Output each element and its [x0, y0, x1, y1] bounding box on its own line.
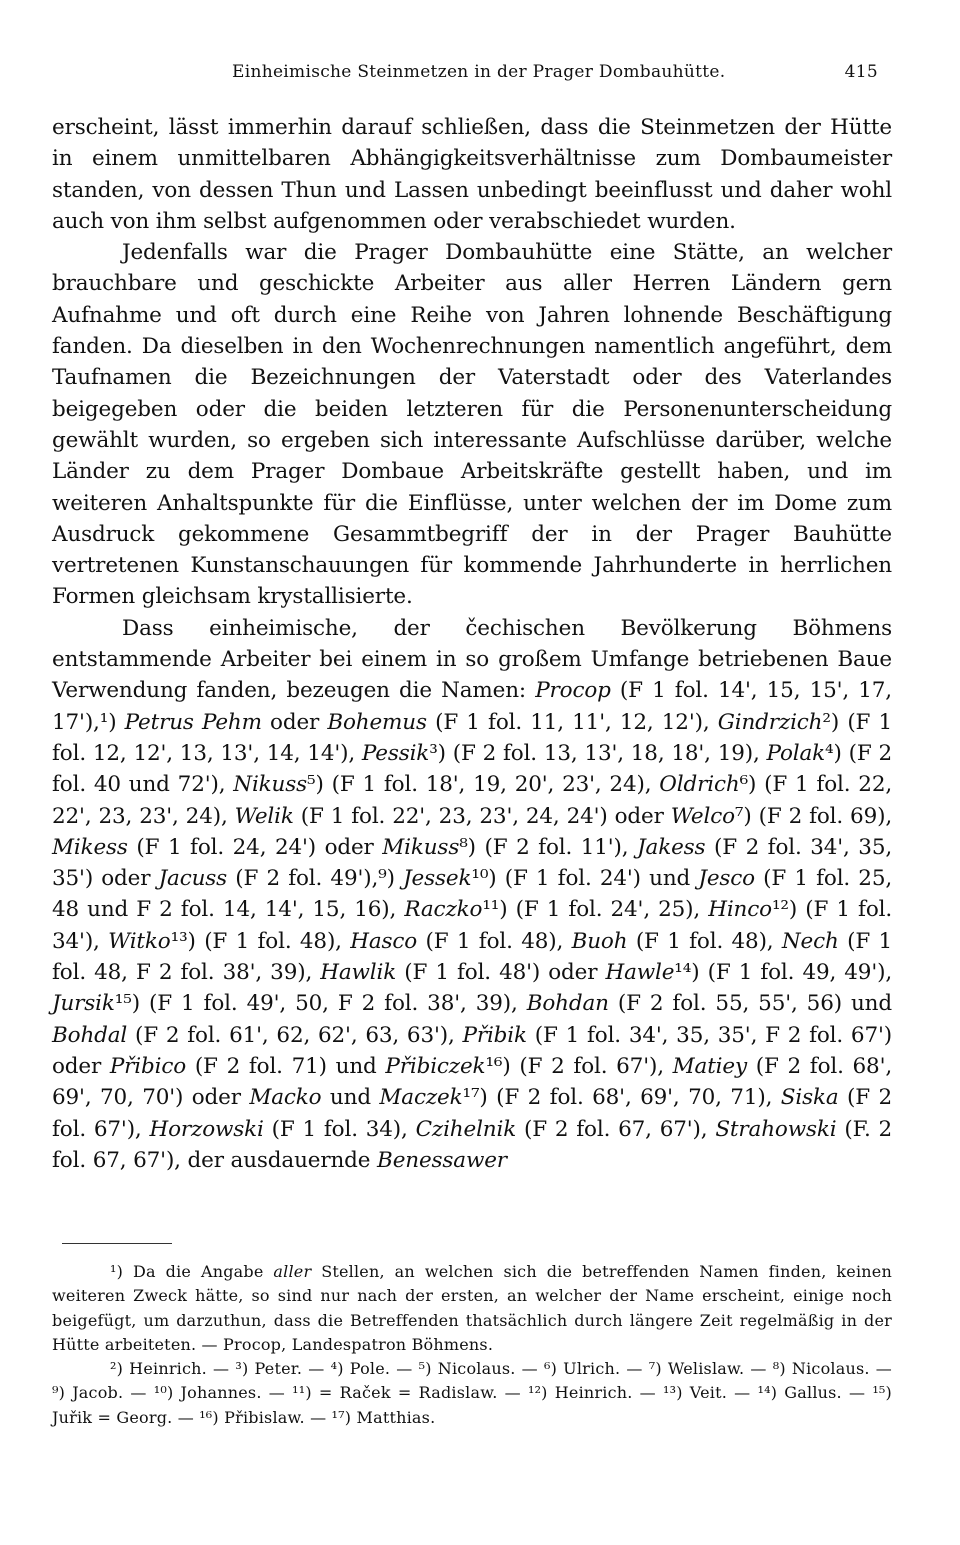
- text-run: und: [329, 1085, 371, 1111]
- footnote-ref: ¹²): [771, 897, 798, 923]
- footnote-ref: ⁶): [739, 772, 757, 798]
- name-nech: Nech: [781, 928, 839, 954]
- text-run: (F 1 fol. 25, 48 und F 2 fol. 14, 14', 15, 16),: [52, 866, 893, 923]
- text-run: (F 2 fol. 68', 69', 70, 71),: [496, 1085, 773, 1111]
- name-mikess: Mikess: [52, 834, 128, 860]
- footnote-ref: ²): [822, 709, 840, 735]
- footnote-ref: ¹⁵): [114, 991, 140, 1017]
- text-run: (F 2 fol. 68', 69', 70, 70') oder: [52, 1053, 893, 1111]
- text-run: ¹) Da die Angabe: [110, 1262, 264, 1281]
- name-petrus-pehm: Petrus Pehm: [124, 709, 262, 735]
- name-raczko: Raczko: [404, 897, 483, 923]
- text-run: (F 1 fol. 48') oder: [404, 960, 598, 986]
- name-welik: Welik: [234, 803, 294, 829]
- name-buoh: Buoh: [571, 928, 628, 954]
- paragraph-1: erscheint, lässt immerhin darauf schließen, dass die Steinmetzen der Hütte in einem unmittelbaren Abhängigkeitsverhältnisse zum Dombaumeister standen, von dessen Thun und Lassen unbedingt beeinflusst und daher wohl auch von ihm selbst aufgenommen oder verabschiedet wurden.: [52, 115, 892, 234]
- text-run: (F 2 fol. 40 und 72'),: [52, 740, 892, 798]
- text-run: (F 1 fol. 22, 22', 23, 23', 24),: [52, 772, 893, 829]
- name-pribik: Přibik: [462, 1022, 527, 1048]
- name-strahowski: Strahowski: [715, 1116, 837, 1142]
- name-hawle: Hawle: [605, 960, 675, 986]
- name-siska: Siska: [780, 1085, 839, 1111]
- text-run: (F 1 fol. 22', 23, 23', 24, 24') oder: [300, 803, 664, 829]
- name-horzowski: Horzowski: [149, 1116, 264, 1142]
- text-run: (F 1 fol. 14', 15, 15', 17, 17'),¹): [52, 678, 892, 735]
- footnotes-2-17: ²) Heinrich. — ³) Peter. — ⁴) Pole. — ⁵) Nicolaus. — ⁶) Ulrich. — ⁷) Welislaw. — ⁸) Nicolaus. — ⁹) Jacob. — ¹⁰) Johannes. — ¹¹) = Raček = Radislaw. — ¹²) Heinrich. — ¹³) Veit. — ¹⁴) Gallus. — ¹⁵) Juřik = Georg. — ¹⁶) Přibislaw. — ¹⁷) Matthias.: [52, 1359, 892, 1427]
- name-nikuss: Nikuss: [233, 772, 308, 798]
- text-run: (F 1 fol. 18', 19, 20', 23', 24),: [331, 772, 652, 798]
- footnote-ref: ¹³): [170, 928, 196, 954]
- text-run: (F 1 fol. 48, F 2 fol. 38', 39),: [52, 928, 893, 986]
- name-jacuss: Jacuss: [158, 866, 228, 892]
- name-benessawer: Benessawer: [377, 1147, 507, 1173]
- text-run: (F 1 fol. 11, 11', 12, 12'),: [435, 709, 710, 735]
- text-run: (F 2 fol. 61', 62, 62', 63, 63'),: [135, 1022, 455, 1048]
- footnote-ref: ¹⁰): [471, 866, 497, 892]
- footnote-ref: ⁸): [459, 834, 476, 860]
- footnote-ref: ¹¹): [482, 897, 508, 923]
- text-run: (F 1 fol. 34', 35, 35', F 2 fol. 67') oder: [52, 1022, 892, 1079]
- emphasis-aller: aller: [273, 1262, 312, 1281]
- text-run: (F. 2 fol. 67, 67'), der ausdauernde: [52, 1116, 893, 1173]
- text-run: (F 1 fol. 49, 49'),: [707, 960, 893, 986]
- name-jesco: Jesco: [698, 866, 755, 892]
- name-jessek: Jessek: [403, 866, 472, 892]
- text-run: (F 1 fol. 48),: [204, 928, 342, 954]
- text-run: (F 1 fol. 48),: [425, 928, 564, 954]
- text-run: (F 2 fol. 67'),: [52, 1085, 893, 1142]
- text-run: Dass einheimische, der čechischen Bevölkerung Böhmens entstammende Arbeiter bei einem in so großem Umfange betriebenen Baue Verwendung fanden, bezeugen die Namen:: [52, 615, 892, 704]
- text-run: (F 1 fol. 48),: [635, 928, 774, 954]
- text-run: (F 2 fol. 69),: [758, 803, 893, 829]
- name-matiey: Matiey: [672, 1053, 747, 1079]
- name-jakess: Jakess: [637, 834, 706, 860]
- text-run: (F 2 fol. 67, 67'),: [523, 1116, 708, 1142]
- footnote-ref: ¹⁴): [674, 960, 700, 986]
- name-procop: Procop: [535, 678, 611, 704]
- text-run: (F 1 fol. 24', 25),: [515, 897, 701, 923]
- text-run: (F 2 fol. 71) und: [194, 1053, 377, 1079]
- name-bohdal: Bohdal: [52, 1022, 128, 1048]
- text-run: Stellen, an welchen sich die betreffenden Namen finden, keinen weiteren Zweck hätte, so sind nur nach der ersten, an welcher der Name erscheint, einige noch beigefügt, um darzuthun, dass die Betreffenden thatsächlich durch längere Zeit regelmäßig in der Hütte arbeiteten. — Procop, Landespatron Böhmens.: [52, 1262, 892, 1354]
- text-run: (F 1 fol. 24, 24') oder: [136, 834, 374, 860]
- text-run: oder: [270, 709, 320, 735]
- footnote-separator: [62, 1243, 172, 1244]
- footnote-ref: ⁵): [307, 772, 324, 798]
- footnote-ref: ¹⁷): [462, 1085, 488, 1111]
- name-hawlik: Hawlik: [320, 960, 397, 986]
- name-welco: Welco: [670, 803, 735, 829]
- footnote-ref: ³): [429, 740, 446, 766]
- footnote-ref: ⁷): [734, 803, 752, 829]
- name-bohemus: Bohemus: [327, 709, 427, 735]
- footnote-ref: ⁴): [825, 740, 842, 766]
- name-witko: Witko: [108, 928, 171, 954]
- text-run: (F 2 fol. 49'),⁹): [235, 866, 395, 892]
- running-title: Einheimische Steinmetzen in der Prager Dombauhütte.: [232, 62, 726, 82]
- text-run: (F 1 fol. 12, 12', 13, 13', 14, 14'),: [52, 709, 893, 766]
- name-oldrich: Oldrich: [659, 772, 740, 798]
- name-pribico: Přibico: [109, 1053, 187, 1079]
- name-czihelnik: Czihelnik: [415, 1116, 517, 1142]
- name-jursik: Jursik: [52, 991, 115, 1017]
- page-number: 415: [844, 62, 878, 82]
- text-run: (F 1 fol. 24') und: [504, 866, 691, 892]
- name-bohdan: Bohdan: [526, 991, 609, 1017]
- name-pessik: Pessik: [361, 740, 430, 766]
- text-run: (F 1 fol. 34),: [271, 1116, 408, 1142]
- footnotes: [52, 1260, 892, 1430]
- text-run: (F 2 fol. 67'),: [519, 1053, 664, 1079]
- name-hinco: Hinco: [708, 897, 772, 923]
- text-run: (F 2 fol. 13, 13', 18, 18', 19),: [452, 740, 760, 766]
- name-mikuss: Mikuss: [382, 834, 460, 860]
- text-run: (F 2 fol. 34', 35, 35') oder: [52, 834, 893, 892]
- name-macko: Macko: [249, 1085, 322, 1111]
- text-run: (F 1 fol. 49', 50, F 2 fol. 38', 39),: [148, 991, 518, 1017]
- footnote-1: [52, 1260, 892, 1357]
- text-run: (F 1 fol. 34'),: [52, 897, 893, 954]
- name-polak: Polak: [766, 740, 826, 766]
- text-run: (F 2 fol. 55, 55', 56) und: [617, 991, 892, 1017]
- paragraph-3: [52, 613, 892, 1176]
- name-gindrzich: Gindrzich: [717, 709, 823, 735]
- text-run: (F 2 fol. 11'),: [484, 834, 629, 860]
- paragraph-2: Jedenfalls war die Prager Dombauhütte eine Stätte, an welcher brauchbare und geschickte Arbeiter aus aller Herren Ländern gern Aufnahme und oft durch eine Reihe von Jahren lohnende Beschäftigung fanden. Da dieselben in den Wochenrechnungen namentlich angeführt, dem Taufnamen die Bezeichnungen der Vaterstadt oder des Vaterlandes beigegeben oder die beiden letzteren für die Personenunterscheidung gewählt wurden, so ergeben sich interessante Aufschlüsse darüber, welche Länder zu dem Prager Dombaue Arbeitskräfte gestellt haben, und im weiteren Anhaltspunkte für die Einflüsse, unter welchen der im Dome zum Ausdruck gekommene Gesammtbegriff der in der Prager Bauhütte vertretenen Kunstanschauungen für kommende Jahrhunderte in herrlichen Formen gleichsam krystallisierte.: [52, 240, 892, 610]
- main-text: [52, 112, 892, 1176]
- footnote-ref: ¹⁶): [485, 1053, 511, 1079]
- name-maczek: Maczek: [379, 1085, 463, 1111]
- name-hasco: Hasco: [350, 928, 418, 954]
- name-pribiczek: Přibiczek: [385, 1053, 486, 1079]
